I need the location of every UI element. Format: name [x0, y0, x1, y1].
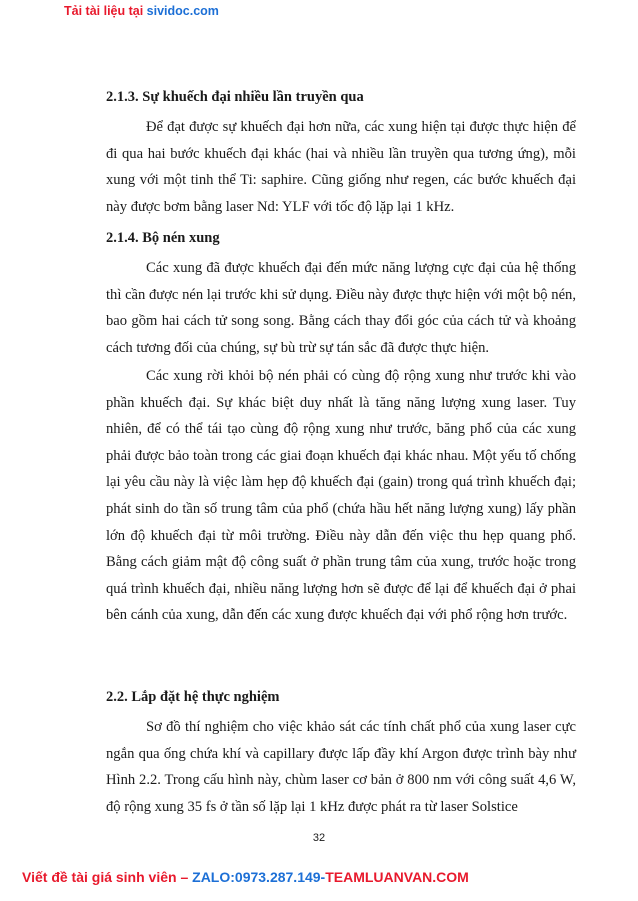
footer-zalo-contact[interactable]: ZALO:0973.287.149- — [192, 869, 326, 885]
download-banner-site-link[interactable]: sividoc.com — [146, 4, 219, 18]
section-heading-2-1-3: 2.1.3. Sự khuếch đại nhiều lần truyền qua — [106, 89, 364, 105]
paragraph-compressor-intro: Các xung đã được khuếch đại đến mức năng lượng cực đại của hệ thống thì cần được nén lại trước khi sử dụng. Điều này được thực hiện với một bộ nén, bao gồm hai cách tử song song. Bằng cách thay đổi góc của cách tử và khoảng cách tương đối của chúng, sự bù trừ sự tán sắc đã được thực hiện. — [106, 260, 576, 356]
download-banner-prefix: Tải tài liệu tại — [64, 4, 147, 18]
footer-text: Viết đề tài giá sinh viên – — [22, 869, 193, 885]
footer-banner — [22, 869, 469, 885]
paragraph-compressor-detail: Các xung rời khỏi bộ nén phải có cùng độ rộng xung như trước khi vào phần khuếch đại. Sự khác biệt duy nhất là tăng năng lượng xung laser. Tuy nhiên, để có thể tái tạo cùng độ rộng xung như trước, băng phổ của các xung phải được bảo toàn trong các giai đoạn khuếch đại khác nhau. Một yếu tố chống lại yêu cầu này là việc làm hẹp độ khuếch đại (gain) trong quá trình khuếch đại; phát sinh do tần số trung tâm của phổ (chứa hầu hết năng lượng xung) lấy phần lớn độ khuếch đại từ môi trường. Điều này dẫn đến việc thu hẹp quang phổ. Bằng cách giảm mật độ công suất ở phần trung tâm của xung, trước hoặc trong quá trình khuếch đại, nhiều năng lượng hơn sẽ được để lại để khuếch đại ở phai bên cánh của xung, dẫn đến các xung được khuếch đại với phổ rộng hơn trước. — [106, 368, 576, 624]
paragraph-experimental-setup: Sơ đồ thí nghiệm cho việc khảo sát các tính chất phổ của xung laser cực ngắn qua ống chứa khí và capillary được lấp đầy khí Argon được trình bày như Hình 2.2. Trong cấu hình này, chùm laser cơ bản ở 800 nm với công suất 4,6 W, độ rộng xung 35 fs ở tần số lặp lại 1 kHz được phát ra từ laser Solstice — [106, 719, 576, 815]
section-heading-2-2: 2.2. Lắp đặt hệ thực nghiệm — [106, 689, 280, 705]
page-number: 32 — [312, 832, 326, 844]
section-heading-2-1-4: 2.1.4. Bộ nén xung — [106, 230, 220, 246]
footer-site-link[interactable]: TEAMLUANVAN.COM — [325, 869, 469, 885]
download-banner — [64, 4, 219, 18]
paragraph-multipass-amplification: Để đạt được sự khuếch đại hơn nữa, các xung hiện tại được thực hiện để đi qua hai bước khuếch đại khác (hai và nhiều lần truyền qua tương ứng), mỗi xung với một tinh thể Ti: saphire. Cũng giống như regen, các bước khuếch đại này được bơm bằng laser Nd: YLF với tốc độ lặp lại 1 kHz. — [106, 119, 576, 215]
